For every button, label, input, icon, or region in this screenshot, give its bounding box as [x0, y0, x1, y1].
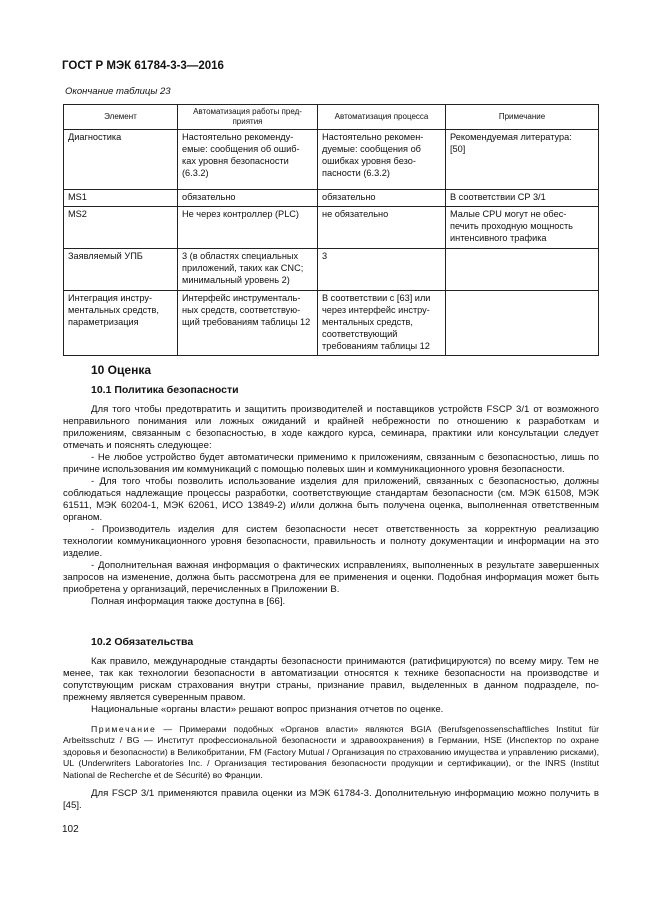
final-paragraph-block [63, 788, 599, 812]
paragraph: - Для того чтобы позволить использование изделия для приложений, связанных с безопасностью, должны соблюдаться надлежащие процессы разработки, соответствующие стандартам безопасности (см. МЭК 61508, МЭК 61511, МЭК 60204-1, МЭК 62061, ИСО 13849-2) и/или должна быть получена оценка, выполненная ответственным органом. [63, 476, 599, 523]
page-number: 102 [62, 824, 79, 835]
section-10-2-body [63, 656, 599, 716]
paragraph: Для FSCP 3/1 применяются правила оценки из МЭК 61784-3. Дополнительную информацию можно получить в [45]. [63, 788, 599, 811]
paragraph: - Дополнительная важная информация о фактических исправлениях, выполненных в результате завершенных запросов на изменение, должна быть рассмотрена для ее применения и оценки. Подобная информация может быть приобретена у организаций, перечисленных в Приложении В. [63, 560, 599, 595]
note-text: — Примерами подобных «Органов власти» являются BGIA (Berufsgenossenschaftliches Institut für Arbeitsschutz / BG — Институт профессиональной безопасности и здравоохранения) в Германии, HSE (Инспектор по охране здоровья и безопасности) в Великобритании, FM (Factory Mutual / Организация по страхованию имущества и управлению рисками), UL (Underwriters Laboratories Inc. / Организация тестирования безопасности продукции и сертификации), or the INRS (Institut National de Recherche et de Sécurité) во Франции. [63, 724, 599, 780]
table-header-row [64, 105, 599, 130]
table-cell: обязательно [318, 190, 446, 207]
table-header-cell: Автоматизация процесса [318, 105, 446, 130]
standard-header: ГОСТ Р МЭК 61784-3-3—2016 [62, 60, 224, 72]
table-header-cell: Элемент [64, 105, 178, 130]
table-row [64, 190, 599, 207]
table-cell: В соответствии CP 3/1 [446, 190, 599, 207]
table-header-cell: Примечание [446, 105, 599, 130]
table-cell: Не через контроллер (PLC) [178, 207, 318, 249]
table-caption: Окончание таблицы 23 [65, 86, 171, 97]
table-cell: Малые CPU могут не обес- печить проходную мощность интенсивного трафика [446, 207, 599, 249]
table-cell: Рекомендуемая литература: [50] [446, 130, 599, 190]
table-cell: не обязательно [318, 207, 446, 249]
note-label: Примечание [91, 724, 157, 734]
table-header-cell: Автоматизация работы пред- приятия [178, 105, 318, 130]
paragraph: - Не любое устройство будет автоматически применимо к приложениям, связанным с безопасностью, лишь по причине использования им коммуникаций с помощью полевых шин и коммуникационного уровня безопасности. [63, 452, 599, 475]
paragraph: Полная информация также доступна в [66]. [91, 596, 286, 607]
table-cell: обязательно [178, 190, 318, 207]
section-10-title: 10 Оценка [91, 363, 151, 377]
requirements-table [63, 104, 599, 356]
paragraph: - Производитель изделия для систем безопасности несет ответственность за корректную реализацию технологии коммуникационного уровня безопасности, правильность и полноту документации и информации на это изделие. [63, 524, 599, 559]
section-10-2-title: 10.2 Обязательства [91, 636, 194, 648]
paragraph: Национальные «органы власти» решают вопрос признания отчетов по оценке. [91, 704, 444, 715]
table-cell: MS1 [64, 190, 178, 207]
table-row [64, 130, 599, 190]
table-cell [446, 291, 599, 356]
section-10-1-body [63, 404, 599, 608]
table-cell: В соответствии с [63] или через интерфейс инстру- ментальных средств, соответствующий требованиям таблицы 12 [318, 291, 446, 356]
table-cell: 3 (в областях специальных приложений, таких как CNC; минимальный уровень 2) [178, 249, 318, 291]
table-cell: MS2 [64, 207, 178, 249]
paragraph: Для того чтобы предотвратить и защитить производителей и поставщиков устройств FSCP 3/1 от возможного неправильного понимания или ложных ожиданий и крайней небрежности по отношению к разработкам и приложениям, связанным с безопасностью, в ходе каждого курса, семинара, практики или консультации следует отмечать и пояснять следующее: [63, 404, 599, 451]
table-cell: Настоятельно рекоменду- емые: сообщения об ошиб- ках уровня безопасности (6.3.2) [178, 130, 318, 190]
paragraph: Как правило, международные стандарты безопасности принимаются (ратифицируются) по всему миру. Тем не менее, так как технологии безопасности в автоматизации относятся к технике безопасности на производстве и сопутствующим рискам страхования внутри страны, признание правил, выделенных в данном подразделе, по-прежнему является суверенным правом. [63, 656, 599, 703]
table-cell: Диагностика [64, 130, 178, 190]
table-cell [446, 249, 599, 291]
table-cell: Заявляемый УПБ [64, 249, 178, 291]
table-cell: 3 [318, 249, 446, 291]
table-cell: Интерфейс инструменталь- ных средств, соответствую- щий требованиям таблицы 12 [178, 291, 318, 356]
note-block [63, 724, 599, 781]
table-cell: Настоятельно рекомен- дуемые: сообщения об ошибках уровня безо- пасности (6.3.2) [318, 130, 446, 190]
table-cell: Интеграция инстру- ментальных средств, параметризация [64, 291, 178, 356]
table-row [64, 291, 599, 356]
table-row [64, 207, 599, 249]
table-row [64, 249, 599, 291]
section-10-1-title: 10.1 Политика безопасности [91, 384, 239, 396]
